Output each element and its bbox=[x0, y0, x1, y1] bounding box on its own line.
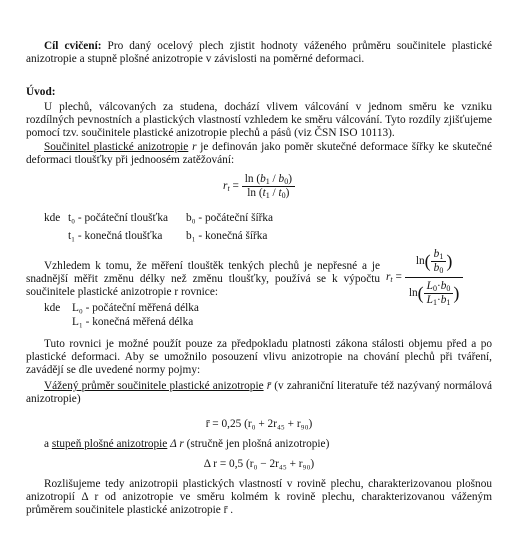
equation-1-fraction: $\frac{\ln (b_1 / b_0)}{\ln (t_1 / t_0)}$ bbox=[242, 173, 295, 200]
where-t1: t₁ - konečná tloušťka bbox=[68, 230, 163, 242]
where-L1: L₁ - konečná měřená délka bbox=[72, 316, 194, 328]
where-label-2: kde bbox=[44, 302, 61, 314]
intro-paragraph-1: U plechů, válcovaných za studena, dochází vlivem válcování v jednom směru ke vzniku rozdílných pevnostních a plastických vlastností vzhledem ke směru válcování. Tyto rozdíly zjišťujeme pomocí tzv. součinitele plastické anizotropie plechů a pásů (viz ČSN ISO 10113). bbox=[26, 101, 492, 140]
intro-heading-text: Úvod: bbox=[26, 86, 56, 98]
where-t0: t₀ - počáteční tloušťka bbox=[68, 212, 169, 224]
goal-label: Cíl cvičení: bbox=[44, 40, 102, 52]
equation-3: r̄ = 0,25 (r₀ + 2r₄₅ + r₉₀) bbox=[205, 418, 313, 430]
where-L0: L₀ - počáteční měřená délka bbox=[72, 302, 199, 314]
p6-prefix: a bbox=[44, 438, 52, 450]
intro-paragraph-7: Rozlišujeme tedy anizotropii plastických vlastností v rovině plechu, charakterizovanou plošnou anizotropií Δ r od anizotropie ve směru kolmém k rovině plechu, charakterizovanou váženým průměrem součinitele plastické anizotropie r̄ . bbox=[26, 478, 492, 517]
goal-paragraph bbox=[26, 40, 492, 66]
intro-paragraph-5 bbox=[26, 380, 492, 406]
term-planar-anisotropy: stupeň plošné anizotropie bbox=[51, 438, 168, 450]
intro-paragraph-6 bbox=[44, 438, 510, 451]
intro-paragraph-2 bbox=[26, 141, 492, 167]
equation-1: $r_t$ = $\frac{\ln (b_1 / b_0)}{\ln (t_1 / t_0)}$ bbox=[0, 173, 518, 200]
var-delta-r: Δ r bbox=[170, 438, 184, 450]
where-b1: b₁ - konečná šířka bbox=[186, 230, 268, 242]
goal-text: Pro daný ocelový plech zjistit hodnoty váženého průměru součinitele plastické anizotropie a stupně plošné anizotropie v závislosti na poměrné deformaci. bbox=[26, 40, 492, 66]
p5-text: (v zahraniční literatuře též nazývaný normálová anizotropie) bbox=[26, 380, 492, 406]
equation-2: $r_t$ = ln( $\frac{b_1}{b_0}$ ) ln( $\frac{L_0\cdot b_0}{L_1\cdot b_1}$ ) bbox=[386, 246, 498, 309]
equation-4: Δ r = 0,5 (r₀ − 2r₄₅ + r₉₀) bbox=[203, 458, 315, 470]
var-r-bar: r̄ bbox=[266, 380, 272, 392]
p6-text: (stručně jen plošná anizotropie) bbox=[183, 438, 330, 450]
where-label-1: kde bbox=[44, 212, 61, 224]
p2-text: je definován jako poměr skutečné deformace šířky ke skutečné deformaci tloušťky při jednoosém zatěžování: bbox=[26, 141, 492, 167]
var-r: r bbox=[192, 141, 197, 153]
where-b0: b₀ - počáteční šířka bbox=[186, 212, 274, 224]
intro-heading bbox=[26, 86, 492, 99]
term-weighted-mean: Vážený průměr součinitele plastické anizotropie bbox=[44, 380, 264, 392]
intro-paragraph-3: Vzhledem k tomu, že měření tlouštěk tenkých plechů je nepřesné a je snadnější měřit změnu délky než změnu tloušťky, používá se k výpočtu součinitele plastické anizotropie r rovnice: bbox=[26, 260, 380, 299]
intro-paragraph-4: Tuto rovnici je možné použít pouze za předpokladu platnosti zákona stálosti objemu před a po plastické deformaci. Aby se umožnilo posouzení vlivu anizotropie na chování plechů při tváření, zavádějí se dle uvedené normy pojmy: bbox=[26, 338, 492, 377]
term-anisotropy-coefficient: Součinitel plastické anizotropie bbox=[44, 141, 189, 153]
equation-2-fraction: ln( $\frac{b_1}{b_0}$ ) ln( $\frac{L_0\cdot b_0}{L_1\cdot b_1}$ ) bbox=[405, 246, 464, 309]
